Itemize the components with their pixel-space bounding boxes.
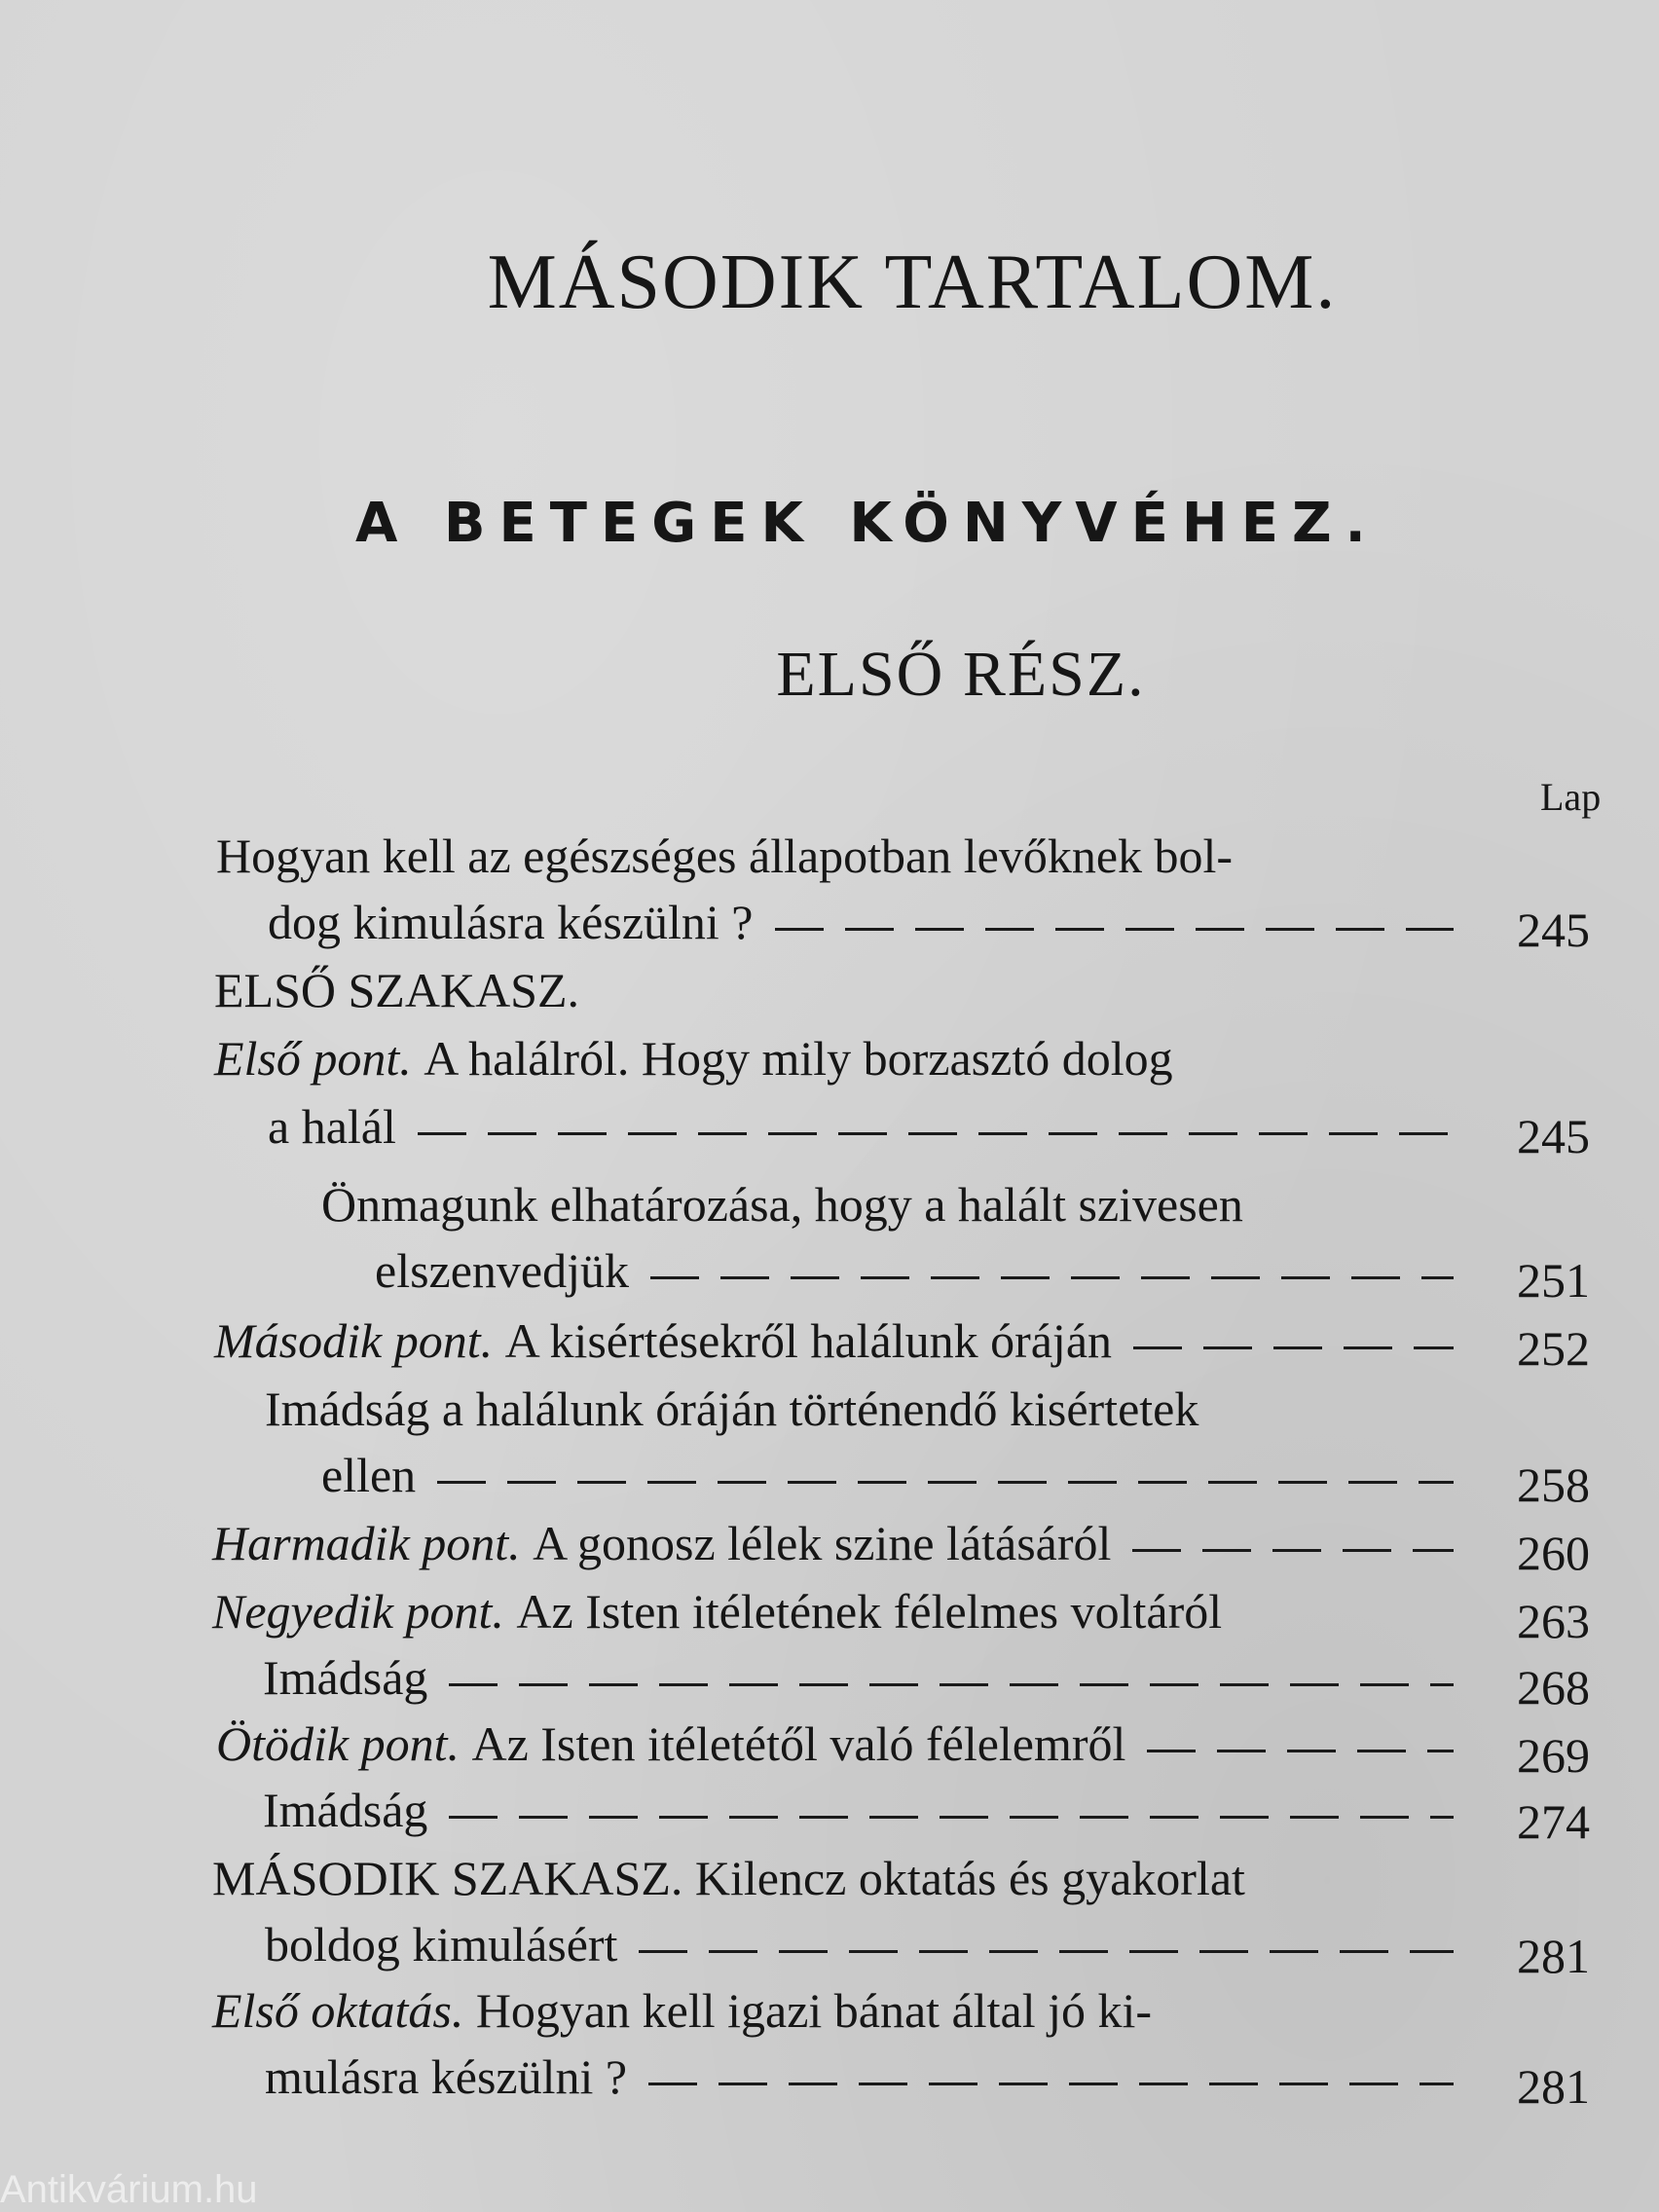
toc-line <box>265 2041 1475 2105</box>
part-heading: ELSŐ RÉSZ. <box>776 639 1146 710</box>
toc-text: Önmagunk elhatározása, hogy a halált szivesen <box>321 1177 1243 1232</box>
toc-text: Az Isten itéletének félelmes voltáról <box>516 1584 1223 1639</box>
toc-page-number: 268 <box>1517 1660 1590 1714</box>
toc-text: MÁSODIK SZAKASZ. Kilencz oktatás és gyakorlat <box>212 1851 1245 1905</box>
leader-dashes <box>775 928 1455 931</box>
toc-text: Imádság <box>263 1650 428 1705</box>
toc-line <box>214 1022 1475 1087</box>
toc-line <box>214 1305 1475 1369</box>
toc-text: Hogyan kell igazi bánat által jó ki- <box>475 1983 1153 2038</box>
toc-section-heading <box>214 954 1470 1018</box>
toc-text: A halálról. Hogy mily borzasztó dolog <box>424 1031 1173 1086</box>
leader-dashes <box>437 1481 1454 1484</box>
toc-page-number: 252 <box>1517 1321 1590 1376</box>
toc-text: Imádság <box>263 1783 428 1837</box>
toc-text: Imádság a halálunk óráján történendő kisértetek <box>265 1382 1199 1436</box>
toc-line <box>321 1439 1475 1503</box>
toc-line <box>268 1090 1475 1155</box>
toc-point-label: Ötödik pont. <box>216 1716 460 1771</box>
page-column-label: Lap <box>1540 775 1602 819</box>
leader-dashes <box>449 1816 1454 1819</box>
toc-line <box>321 1168 1480 1233</box>
toc-text: Az Isten itéletétől való félelemről <box>471 1716 1126 1771</box>
toc-text: A gonosz lélek szine látásáról <box>533 1516 1112 1570</box>
toc-line <box>216 1708 1475 1772</box>
toc-text: A kisértésekről halálunk óráján <box>504 1313 1113 1368</box>
toc-line <box>212 1507 1475 1571</box>
toc-text: a halál <box>268 1099 396 1154</box>
toc-point-label: Negyedik pont. <box>212 1584 504 1639</box>
toc-point-label: Második pont. <box>214 1313 494 1368</box>
toc-page-number: 245 <box>1517 1109 1590 1163</box>
leader-dashes <box>1133 1346 1454 1349</box>
toc-text: elszenvedjük <box>375 1243 630 1298</box>
leader-dashes <box>639 1950 1454 1953</box>
watermark: Antikvárium.hu <box>0 2168 258 2211</box>
toc-page-number: 269 <box>1517 1728 1590 1783</box>
toc-page-number: 260 <box>1517 1526 1590 1580</box>
toc-text: mulásra készülni ? <box>265 2049 628 2104</box>
toc-text: dog kimulásra készülni ? <box>268 895 754 949</box>
toc-text: boldog kimulásért <box>265 1917 618 1972</box>
toc-page-number: 258 <box>1517 1457 1590 1512</box>
toc-page-number: 251 <box>1517 1253 1590 1308</box>
toc-line <box>212 1575 1475 1640</box>
leader-dashes <box>1132 1549 1454 1552</box>
leader-dashes <box>1147 1750 1454 1752</box>
toc-section-heading <box>212 1842 1475 1906</box>
toc-text: Hogyan kell az egészséges állapotban levőknek bol- <box>216 829 1234 883</box>
leader-dashes <box>449 1683 1454 1686</box>
page-title: MÁSODIK TARTALOM. <box>487 240 1338 325</box>
toc-page-number: 263 <box>1517 1594 1590 1648</box>
toc-line <box>263 1774 1475 1838</box>
leader-dashes <box>650 1276 1454 1279</box>
toc-page-number: 281 <box>1517 2059 1590 2114</box>
leader-dashes <box>648 2083 1454 2085</box>
toc-line <box>268 886 1475 950</box>
toc-line <box>265 1908 1475 1972</box>
toc-line <box>375 1235 1475 1299</box>
toc-line <box>216 820 1472 884</box>
toc-text: ellen <box>321 1448 417 1502</box>
leader-dashes <box>418 1132 1454 1135</box>
toc-text: ELSŐ SZAKASZ. <box>214 963 580 1017</box>
toc-point-label: Első pont. <box>214 1031 412 1086</box>
toc-line <box>212 1974 1475 2039</box>
toc-point-label: Első oktatás. <box>212 1983 464 2038</box>
book-subtitle: A BETEGEK KÖNYVÉHEZ. <box>355 492 1380 555</box>
toc-page-number: 281 <box>1517 1929 1590 1983</box>
toc-page-number: 245 <box>1517 903 1590 957</box>
toc-page-number: 274 <box>1517 1794 1590 1849</box>
toc-line <box>265 1373 1477 1437</box>
toc-line <box>263 1641 1475 1706</box>
toc-point-label: Harmadik pont. <box>212 1516 521 1570</box>
